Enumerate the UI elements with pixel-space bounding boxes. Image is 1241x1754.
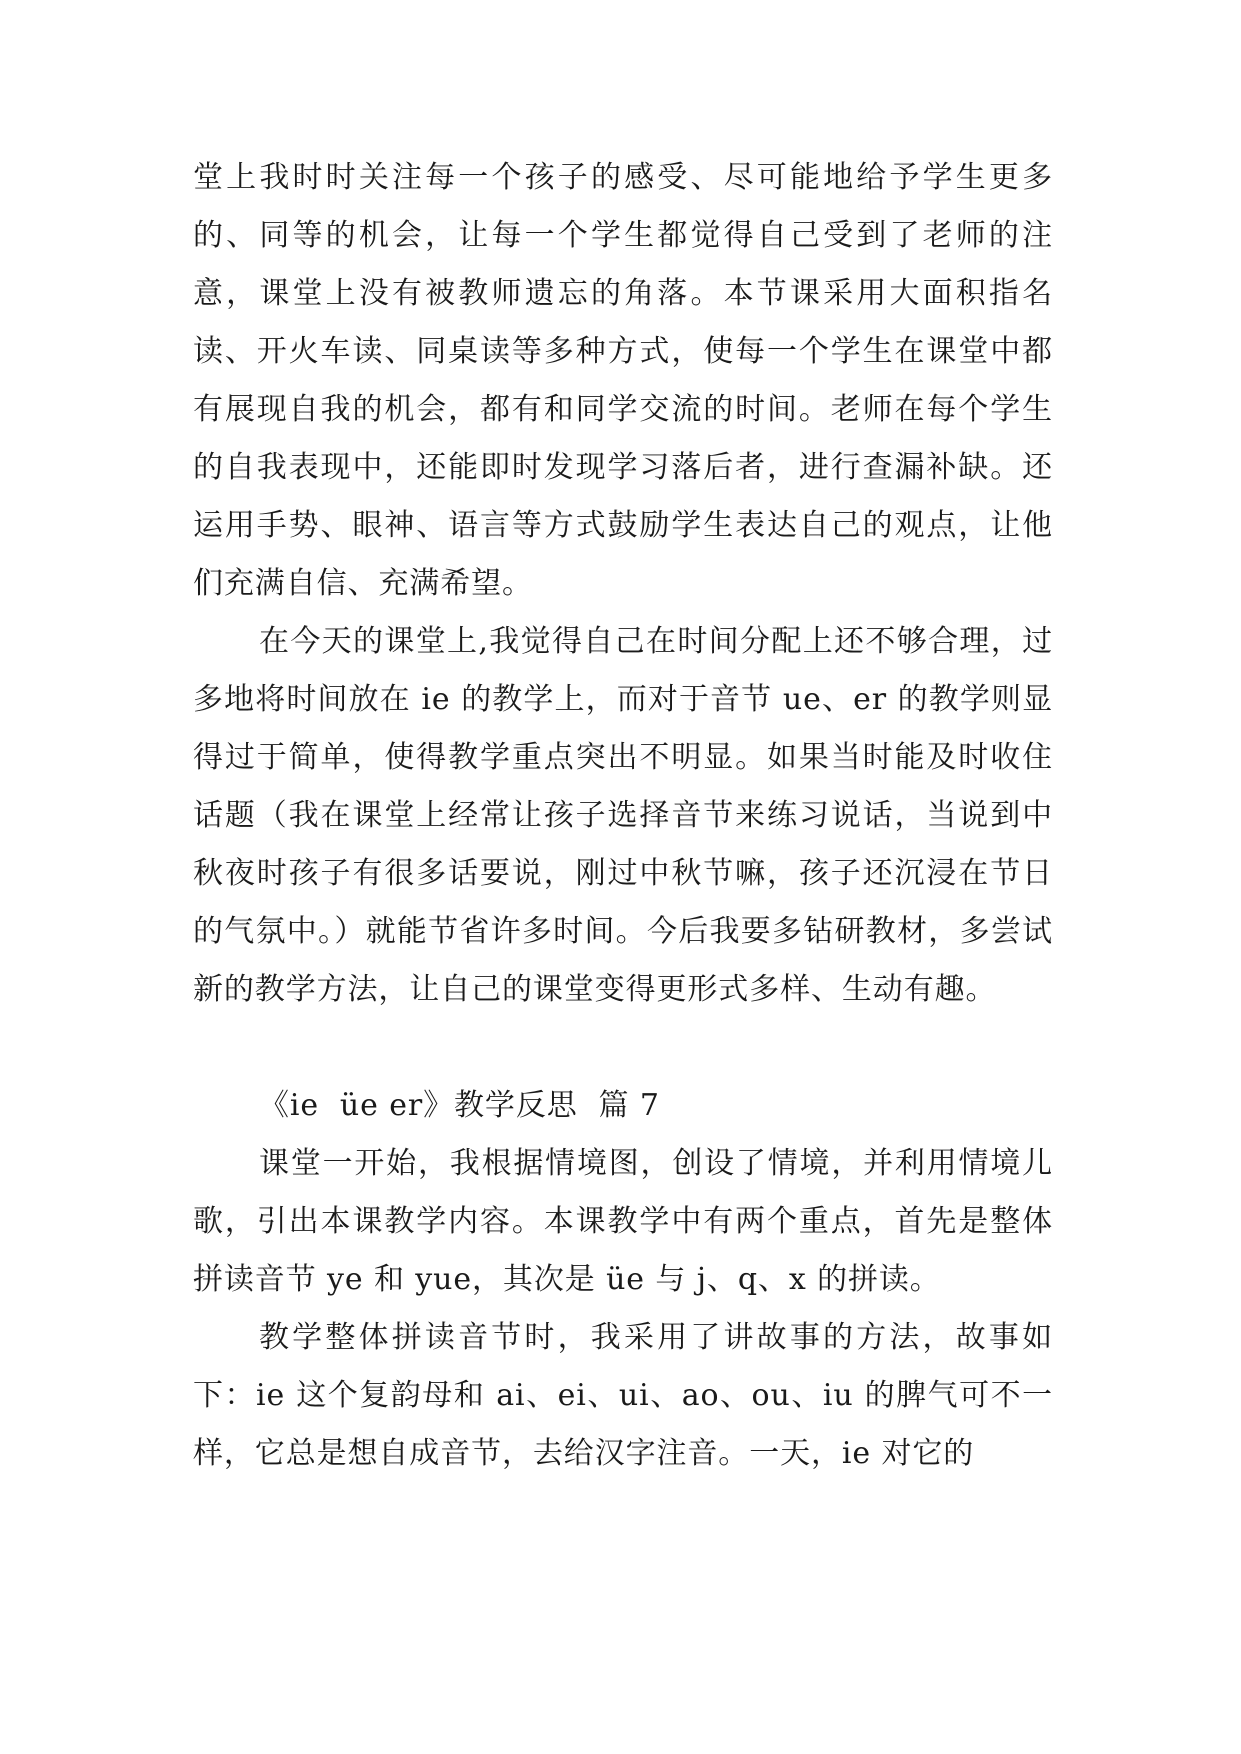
paragraph-lesson-opening: 课堂一开始，我根据情境图，创设了情境，并利用情境儿歌，引出本课教学内容。本课教学中有两个重点，首先是整体拼读音节 ye 和 yue，其次是 üe 与 j、q、x 的拼读。 (193, 1146, 1053, 1297)
document-page (193, 149, 1053, 1483)
paragraph-classroom-attention: 堂上我时时关注每一个孩子的感受、尽可能地给予学生更多的、同等的机会，让每一个学生都觉得自己受到了老师的注意，课堂上没有被教师遗忘的角落。本节课采用大面积指名读、开火车读、同桌读等多种方式，使每一个学生在课堂中都有展现自我的机会，都有和同学交流的时间。老师在每个学生的自我表现中，还能即时发现学习落后者，进行查漏补缺。还运用手势、眼神、语言等方式鼓励学生表达自己的观点，让他们充满自信、充满希望。 (193, 160, 1053, 601)
section-heading: 《ie üe er》教学反思 篇 7 (259, 1088, 660, 1123)
paragraph-story-method: 教学整体拼读音节时，我采用了讲故事的方法，故事如下：ie 这个复韵母和 ai、ei、ui、ao、ou、iu 的脾气可不一样，它总是想自成音节，去给汉字注音。一天，ie 对它的 (193, 1320, 1053, 1471)
paragraph-time-allocation: 在今天的课堂上,我觉得自己在时间分配上还不够合理，过多地将时间放在 ie 的教学上，而对于音节 ue、er 的教学则显得过于简单，使得教学重点突出不明显。如果当时能及时收住话题（我在课堂上经常让孩子选择音节来练习说话，当说到中秋夜时孩子有很多话要说，刚过中秋节嘛，孩子还沉浸在节日的气氛中。）就能节省许多时间。今后我要多钻研教材，多尝试新的教学方法，让自己的课堂变得更形式多样、生动有趣。 (193, 624, 1053, 1007)
